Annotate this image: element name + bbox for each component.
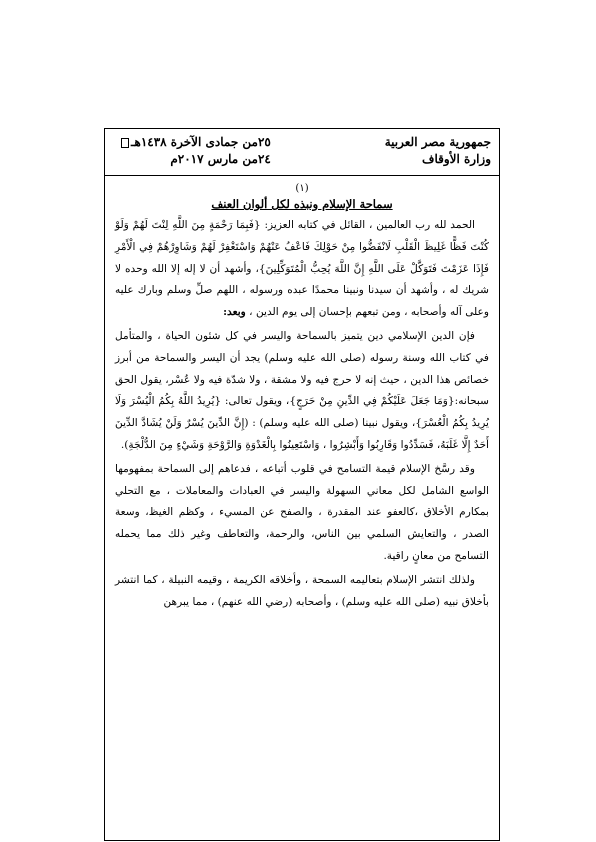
sermon-number: (١) [295, 183, 309, 194]
country-name: جمهورية مصر العربية [384, 135, 491, 149]
opening-transition: وبعد: [223, 306, 246, 319]
paragraph-4: ولذلك انتشر الإسلام بتعاليمه السمحة ، وأخلاقه الكريمة ، وقيمه النبيلة ، كما انتشر بأخلاق نبيه (صلى الله عليه وسلم) ، وأصحابه (رضي الله عنهم) ، مما يبرهن [115, 573, 489, 608]
opening-text: الحمد لله رب العالمين ، القائل في كتابه العزيز: {فَبِمَا رَحْمَةٍ مِنَ اللَّهِ لِنْتَ لَهُمْ وَلَوْ كُنْتَ فَظًّا غَلِيظَ الْقَلْبِ لَانْفَضُّوا مِنْ حَوْلِكَ فَاعْفُ عَنْهُمْ وَاسْتَغْفِرْ لَهُمْ وَشَاوِرْهُمْ فِي الْأَمْرِ فَإِذَا عَزَمْتَ فَتَوَكَّلْ عَلَى اللَّهِ إِنَّ اللَّهَ يُحِبُّ الْمُتَوَكِّلِينَ}، وأشهد أن لا إله إلا الله وحده لا شريك له ، وأشهد أن سيدنا ونبينا محمدًا عبده ورسوله ، اللهم صلِّ وسلم وبارك عليه وعلى آله وأصحابه ، ومن تبعهم بإحسان إلى يوم الدين ، [115, 219, 489, 319]
date-block [121, 134, 271, 168]
sermon-title: سماحة الإسلام ونبذه لكل ألوان العنف [211, 197, 393, 211]
empty-box-icon [121, 138, 129, 148]
ministry-name: وزارة الأوقاف [422, 152, 491, 166]
issuer-block [385, 134, 491, 168]
paragraph-opening [115, 215, 489, 324]
document-header [105, 129, 499, 176]
hijri-date: ٢٥من جمادى الآخرة ١٤٣٨هـ [131, 135, 271, 149]
gregorian-date: ٢٤من مارس ٢٠١٧م [170, 152, 271, 166]
paragraph-3: وقد رسَّخ الإسلام قيمة التسامح في قلوب أتباعه ، فدعاهم إلى السماحة بمفهومها الواسع الشامل لكل معاني السهولة واليسر في العبادات والمعاملات ، مع التحلي بمكارم الأخلاق ،كالعفو عند المقدرة ، والصفح عن المسيء ، وكظم الغيظ، وسعة الصدر ، والتعايش السلمي بين الناس، والرحمة، والتعاطف وغير ذلك مما يحمله التسامح من معانٍ راقية. [115, 462, 489, 562]
sermon-body [105, 176, 499, 613]
paragraph-2: فإن الدين الإسلامي دين يتميز بالسماحة واليسر في كل شئون الحياة ، والمتأمل في كتاب الله وسنة رسوله (صلى الله عليه وسلم) يجد أن اليسر والسماحة من أبرز خصائص هذا الدين ، حيث إنه لا حرج فيه ولا مشقة ، ولا شدّة فيه ولا عُسْر، يقول الحق سبحانه:{وَمَا جَعَلَ عَلَيْكُمْ فِي الدِّينِ مِنْ حَرَجٍ}، ويقول تعالى: {يُرِيدُ اللَّهُ بِكُمُ الْيُسْرَ وَلَا يُرِيدُ بِكُمُ الْعُسْرَ}، ويقول نبينا (صلى الله عليه وسلم) : (إِنَّ الدِّينَ يُسْرٌ وَلَنْ يُشَادَّ الدِّينَ أَحَدٌ إِلَّا غَلَبَهُ، فَسَدِّدُوا وَقَارِبُوا وَأَبْشِرُوا ، وَاسْتَعِينُوا بِالْغَدْوَةِ وَالرَّوْحَةِ وَشَيْءٍ مِنَ الدُّلْجَةِ). [115, 329, 489, 451]
document-frame [104, 128, 500, 841]
